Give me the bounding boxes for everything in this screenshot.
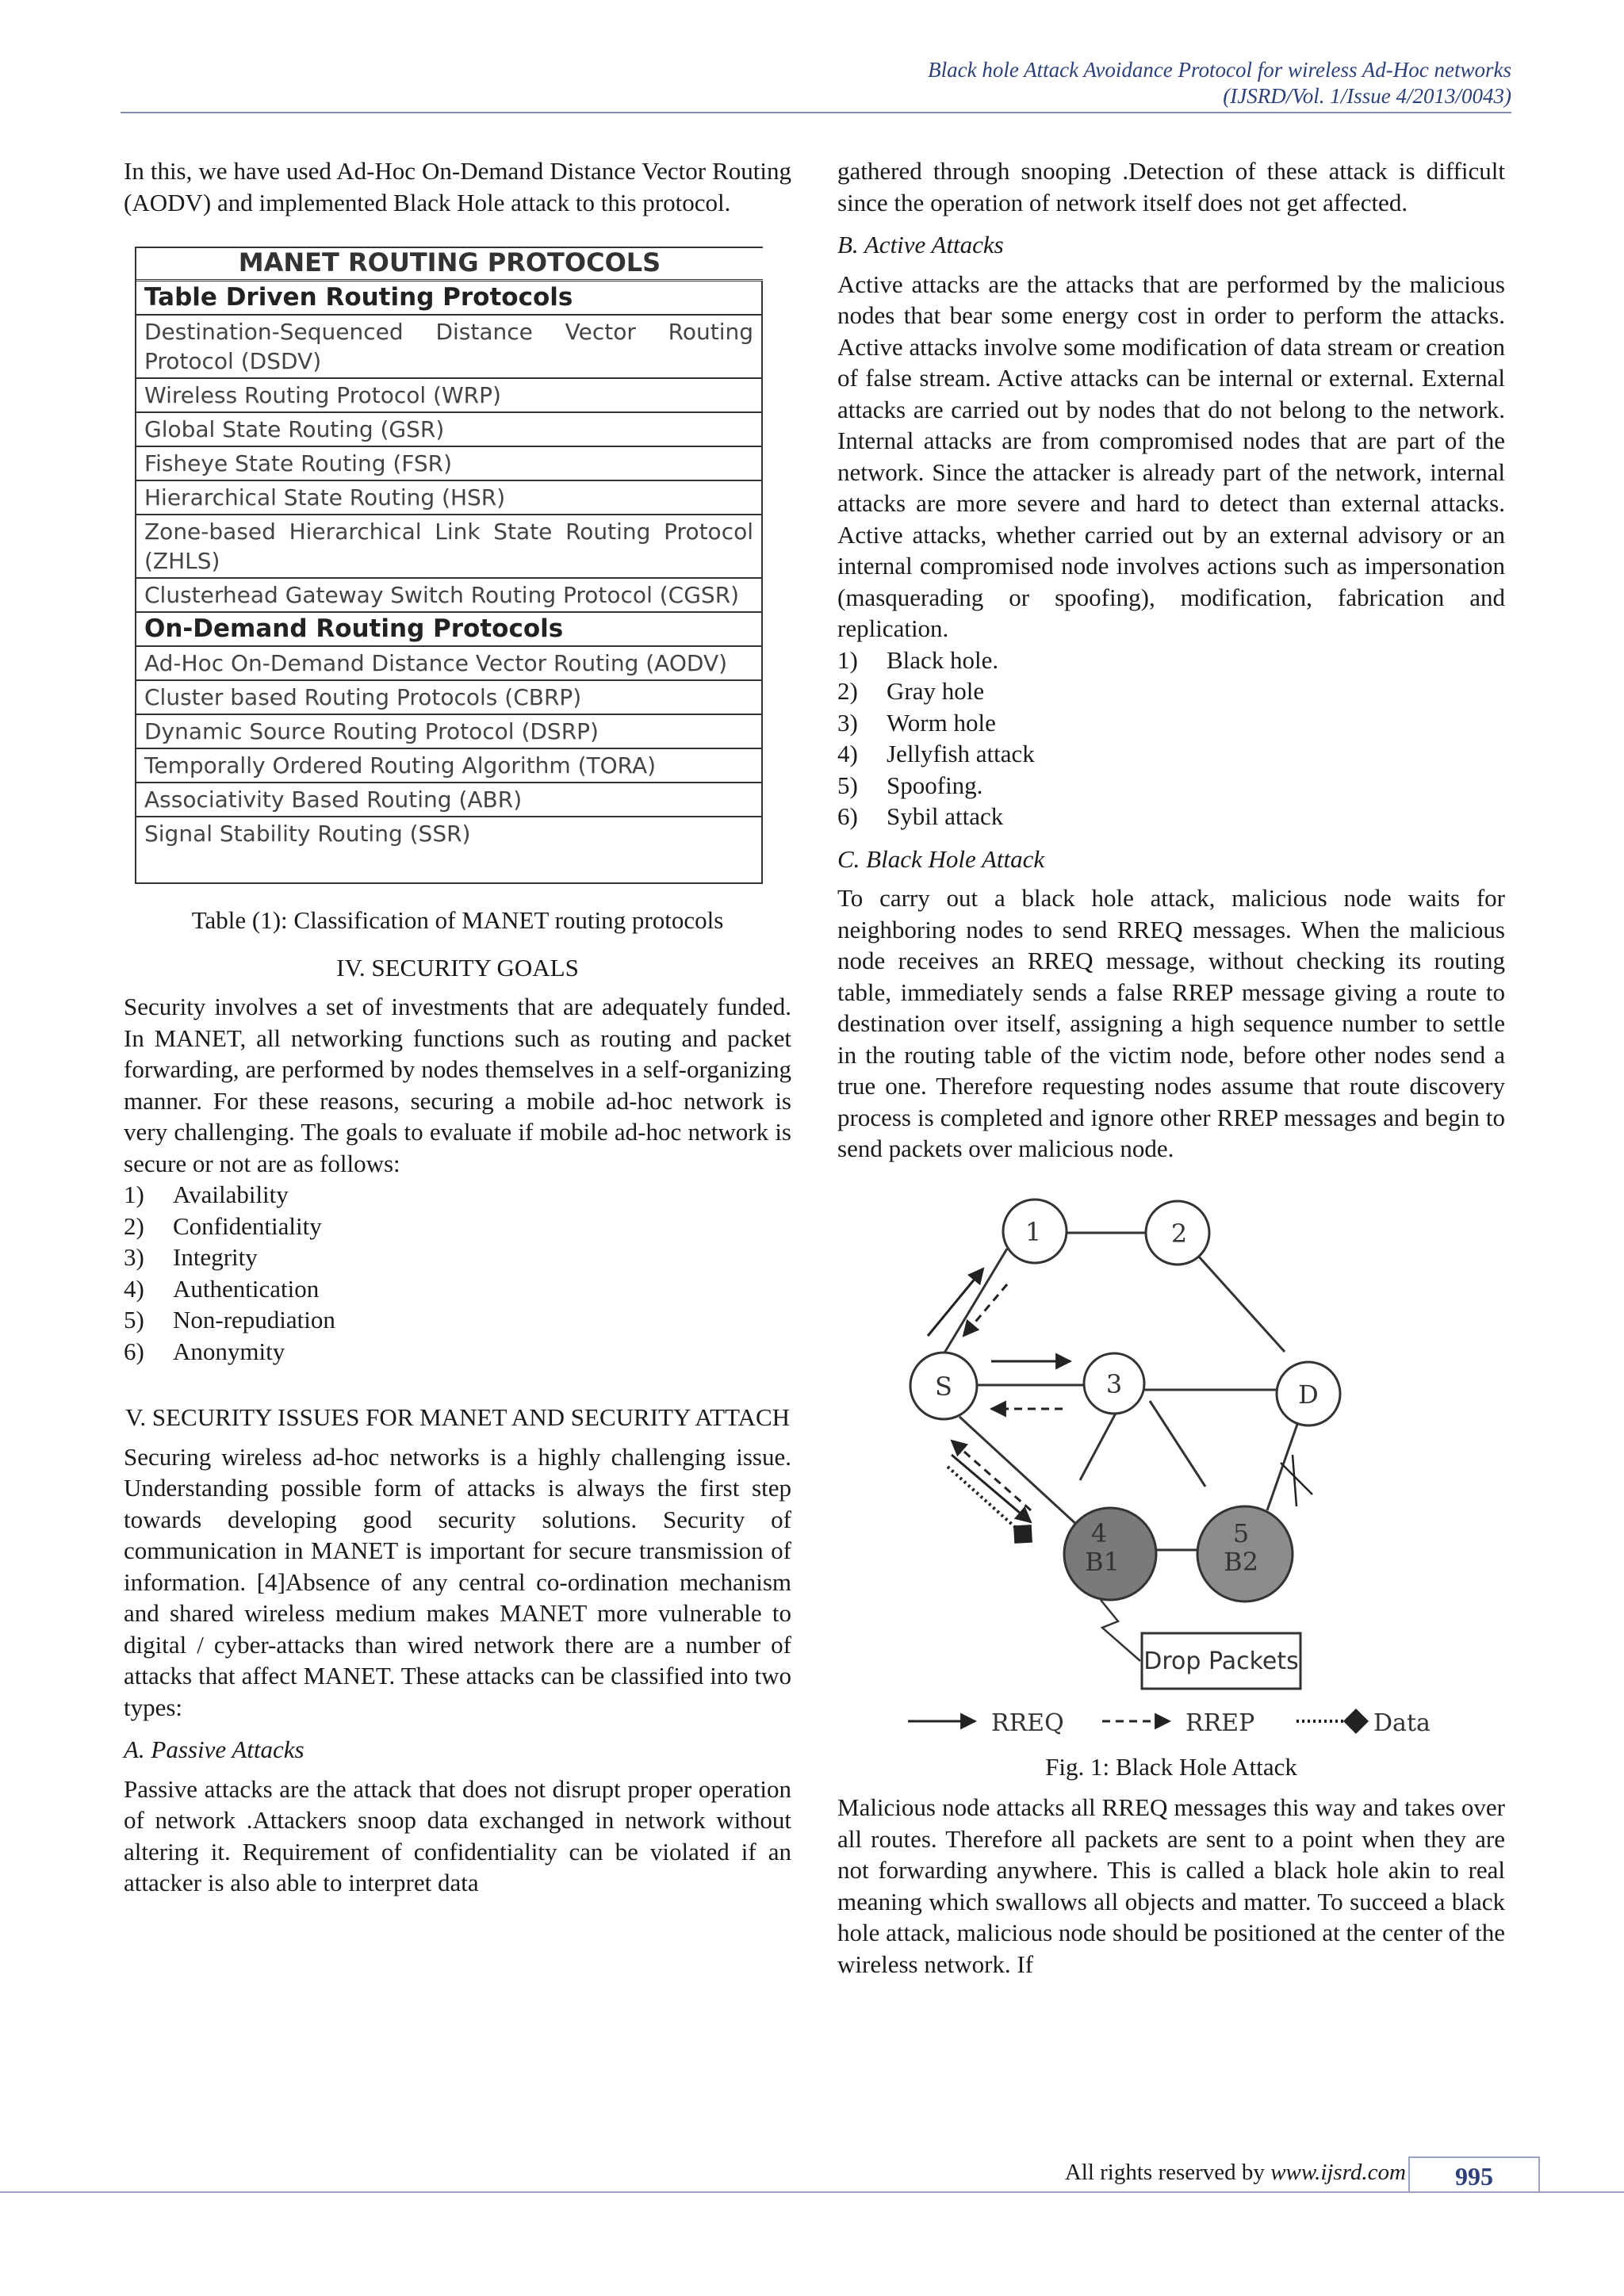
node-b1-label: B1: [1085, 1546, 1120, 1577]
table-row: Destination-Sequenced Distance Vector Routing Protocol (DSDV): [136, 316, 763, 379]
active-attacks-list: [837, 645, 1505, 832]
link-broken-mark: [1281, 1455, 1312, 1506]
drop-lightning-icon: [1101, 1600, 1140, 1661]
active-attacks-paragraph: Active attacks are the attacks that are performed by the malicious nodes that bear some energy cost in order to perform the attacks. Active attacks involve some modification of data stream or creation of false stream. Active attacks can be internal or external. External attacks are carried out by nodes that do not belong to the network. Internal attacks are from compromised nodes that are part of the network. Since the attacker is already part of the network, internal attacks are more severe and hard to detect than external attacks. Active attacks, whether carried out by an external advisory or an internal compromised node involves actions such as impersonation (masquerading or spoofing), modification, fabrication and replication.: [837, 270, 1505, 642]
table-category-table-driven: Table Driven Routing Protocols: [136, 281, 763, 316]
list-item: 1) Availability: [124, 1181, 289, 1208]
left-column: [124, 155, 791, 1899]
table-caption: Table (1): Classification of MANET routing protocols: [191, 906, 724, 934]
continued-paragraph: gathered through snooping .Detection of these attack is difficult since the operation of network itself does not get affected.: [837, 157, 1505, 216]
subsection-heading-passive: A. Passive Attacks: [124, 1735, 304, 1763]
security-goals-paragraph: Security involves a set of investments that are adequately funded. In MANET, all networking functions such as routing and packet forwarding, are performed by nodes themselves in a self-organizing manner. For these reasons, securing a mobile ad-hoc network is very challenging. The goals to evaluate if mobile ad-hoc network is secure or not are as follows:: [124, 993, 791, 1177]
table-category-on-demand: On-Demand Routing Protocols: [136, 613, 763, 647]
node-3-label: 3: [1105, 1368, 1123, 1399]
routing-protocols-table: [135, 247, 763, 884]
list-item: 6) Sybil attack: [837, 802, 1004, 830]
rreq-arrow-s-4: [952, 1455, 1031, 1522]
legend-data-label: Data: [1373, 1709, 1431, 1737]
header-issue: (IJSRD/Vol. 1/Issue 4/2013/0043): [1223, 84, 1511, 108]
table-row: Cluster based Routing Protocols (CBRP): [136, 681, 763, 715]
edge-s-4: [959, 1417, 1078, 1526]
list-item: 2) Gray hole: [837, 677, 985, 705]
node-d-label: D: [1298, 1379, 1319, 1410]
list-item: 4) Authentication: [124, 1274, 320, 1303]
edge-3-5: [1150, 1401, 1205, 1487]
edge-2-d: [1197, 1255, 1285, 1352]
subsection-heading-black-hole: C. Black Hole Attack: [837, 844, 1045, 873]
rrep-arrow-4-s: [952, 1441, 1031, 1510]
legend-rrep-label: RREP: [1185, 1709, 1255, 1737]
list-item: 5) Non-repudiation: [124, 1306, 335, 1334]
figure-caption: Fig. 1: Black Hole Attack: [1045, 1752, 1297, 1781]
header-title: Black hole Attack Avoidance Protocol for wireless Ad-Hoc networks: [928, 58, 1511, 82]
list-item: 5) Spoofing.: [837, 771, 983, 799]
node-5-label: 5: [1232, 1517, 1250, 1548]
list-item: 2) Confidentiality: [124, 1211, 322, 1240]
final-paragraph: Malicious node attacks all RREQ messages this way and takes over all routes. Therefore all packets are sent to a point when they are not forwarding anywhere. This is called a black hole akin to real meaning which swallows all objects and matter. To succeed a black hole attack, malicious node should be positioned at the center of the wireless network. If: [837, 1793, 1505, 1978]
header-divider: [121, 112, 1511, 113]
section-heading-security-issues: V. SECURITY ISSUES FOR MANET AND SECURITY ATTACH: [124, 1403, 791, 1431]
table-row: Fisheye State Routing (FSR): [136, 447, 763, 481]
list-item: 3) Integrity: [124, 1243, 258, 1271]
table-row: Clusterhead Gateway Switch Routing Protocol (CGSR): [136, 579, 763, 613]
drop-packets-label: Drop Packets: [1143, 1647, 1299, 1675]
node-2-label: 2: [1170, 1218, 1188, 1249]
subsection-heading-active: B. Active Attacks: [837, 231, 1004, 258]
security-issues-paragraph: Securing wireless ad-hoc networks is a highly challenging issue. Understanding possible form of attacks is always the first step towards developing good security solutions. Security of communication in MANET is important for secure transmission of information. [4]Absence of any central co-ordination mechanism and shared wireless medium makes MANET more vulnerable to digital / cyber-attacks than wired network there are a number of attacks that affect MANET. These attacks can be classified into two types:: [124, 1442, 791, 1721]
table-row: Signal Stability Routing (SSR): [136, 817, 763, 882]
node-1-label: 1: [1025, 1216, 1042, 1247]
intro-paragraph: In this, we have used Ad-Hoc On-Demand Distance Vector Routing (AODV) and implemented Black Hole attack to this protocol.: [124, 157, 791, 216]
edge-s-1: [944, 1249, 1007, 1354]
section-heading-security-goals: IV. SECURITY GOALS: [336, 953, 579, 982]
list-item: 1) Black hole.: [837, 645, 999, 674]
edge-3-4: [1080, 1409, 1118, 1480]
running-header: [928, 57, 1511, 109]
footer-divider: [0, 2191, 1624, 2193]
page-number: 995: [1408, 2156, 1540, 2193]
site-link[interactable]: www.ijsrd.com: [1270, 2160, 1406, 2185]
table-title: MANET ROUTING PROTOCOLS: [136, 248, 763, 281]
legend-rreq-label: RREQ: [991, 1709, 1064, 1737]
node-s-label: S: [935, 1371, 952, 1402]
black-hole-figure: [888, 1193, 1507, 1748]
node-4-label: 4: [1090, 1517, 1108, 1548]
right-column: [837, 155, 1505, 1980]
table-row: Hierarchical State Routing (HSR): [136, 481, 763, 515]
node-b2-label: B2: [1224, 1546, 1258, 1577]
table-row: Global State Routing (GSR): [136, 413, 763, 447]
table-row: Temporally Ordered Routing Algorithm (TORA): [136, 749, 763, 783]
table-row: Dynamic Source Routing Protocol (DSRP): [136, 715, 763, 749]
table-row: Ad-Hoc On-Demand Distance Vector Routing (AODV): [136, 647, 763, 681]
passive-attacks-paragraph: Passive attacks are the attack that does not disrupt proper operation of network .Attackers snoop data exchanged in network without altering it. Requirement of confidentiality can be violated if an attacker is also able to interpret data: [124, 1774, 791, 1896]
table-row: Zone-based Hierarchical Link State Routing Protocol (ZHLS): [136, 515, 763, 579]
data-arrow-s-4: [948, 1467, 1023, 1534]
black-hole-paragraph: To carry out a black hole attack, malicious node waits for neighboring nodes to send RREQ messages. When the malicious node receives an RREQ message, without checking its routing table, immediately sends a false RREP message giving a route to destination over itself, assigning a high sequence number to settle in the routing table of the victim node, before other nodes send a true one. Therefore requesting nodes assume that route discovery process is completed and ignore other RREP messages and begin to send packets over malicious node.: [837, 884, 1505, 1162]
table-row: Associativity Based Routing (ABR): [136, 783, 763, 817]
security-goals-list: [124, 1179, 791, 1367]
table-row: Wireless Routing Protocol (WRP): [136, 379, 763, 413]
copyright-notice: All rights reserved by www.ijsrd.com: [1064, 2160, 1406, 2185]
list-item: 3) Worm hole: [837, 708, 996, 737]
list-item: 6) Anonymity: [124, 1337, 285, 1365]
list-item: 4) Jellyfish attack: [837, 740, 1035, 767]
